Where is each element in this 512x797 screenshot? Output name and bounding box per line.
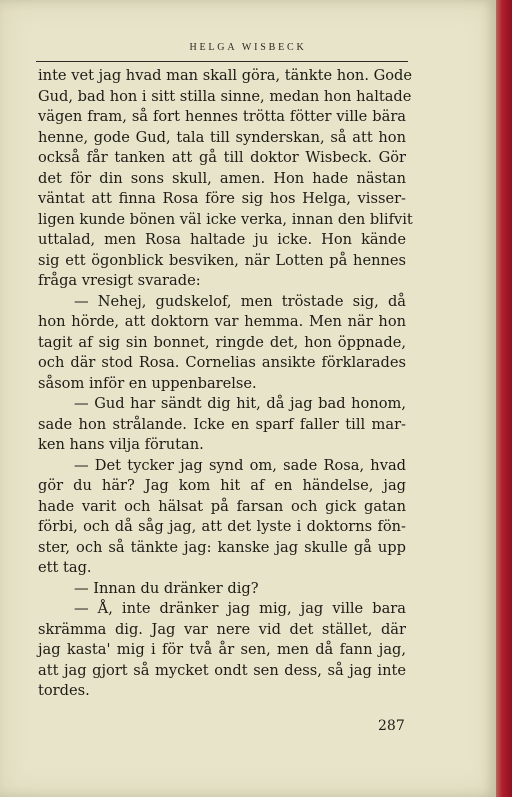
page-number: 287 — [378, 718, 405, 734]
text-line: ken hans vilja förutan. — [38, 436, 204, 453]
text-line: såsom inför en uppenbarelse. — [38, 374, 257, 392]
text-line: sade hon strålande. Icke en sparf faller till mar- — [38, 415, 406, 433]
text-line: det för din sons skull, amen. Hon hade nästan — [38, 169, 406, 187]
text-line: ster, och så tänkte jag: kanske jag skulle gå upp — [38, 538, 406, 556]
text-line: väntat att finna Rosa före sig hos Helga, visser- — [38, 190, 406, 207]
text-line: skrämma dig. Jag var nere vid det stället, där — [38, 620, 406, 638]
text-line: hade varit och hälsat på farsan och gick gatan — [38, 497, 406, 515]
text-line: förbi, och då såg jag, att det lyste i doktorns fön- — [38, 518, 406, 535]
text-line: henne, gode Gud, tala till synderskan, så att hon — [38, 128, 406, 146]
text-line: hon hörde, att doktorn var hemma. Men när hon — [38, 313, 406, 330]
text-line: tordes. — [38, 682, 90, 699]
text-line: — Innan du dränker dig? — [74, 579, 259, 597]
running-head: HELGA WISBECK — [189, 42, 307, 53]
text-line: Gud, bad hon i sitt stilla sinne, medan hon haltade — [38, 87, 412, 105]
body-text — [38, 66, 413, 702]
text-line: att jag gjort så mycket ondt sen dess, så jag inte — [38, 661, 406, 679]
text-line: — Nehej, gudskelof, men tröstade sig, då — [74, 292, 406, 310]
text-line: också får tanken att gå till doktor Wisbeck. Gör — [38, 149, 406, 166]
text-line: gör du här? Jag kom hit af en händelse, jag — [38, 477, 406, 494]
text-line: tagit af sig sin bonnet, ringde det, hon öppnade, — [38, 333, 406, 351]
text-line: inte vet jag hvad man skall göra, tänkte hon. Gode — [38, 67, 413, 84]
text-line: fråga vresigt svarade: — [38, 272, 201, 289]
text-line: vägen fram, så fort hennes trötta fötter ville bära — [38, 108, 406, 125]
text-line: — Å, inte dränker jag mig, jag ville bara — [74, 600, 406, 617]
text-line: ligen kunde bönen väl icke verka, innan den blifvit — [38, 210, 413, 228]
text-line: uttalad, men Rosa haltade ju icke. Hon kände — [38, 231, 406, 248]
text-line: — Det tycker jag synd om, sade Rosa, hvad — [74, 456, 406, 474]
text-line: — Gud har sändt dig hit, då jag bad honom, — [74, 395, 406, 412]
header-rule — [36, 61, 408, 62]
text-line: jag kasta' mig i för två år sen, men då fann jag, — [38, 641, 406, 658]
text-line: ett tag. — [38, 559, 92, 576]
text-line: och där stod Rosa. Cornelias ansikte förklarades — [38, 354, 406, 371]
text-line: sig ett ögonblick besviken, när Lotten på hennes — [38, 251, 406, 269]
book-cover-edge — [496, 0, 512, 797]
